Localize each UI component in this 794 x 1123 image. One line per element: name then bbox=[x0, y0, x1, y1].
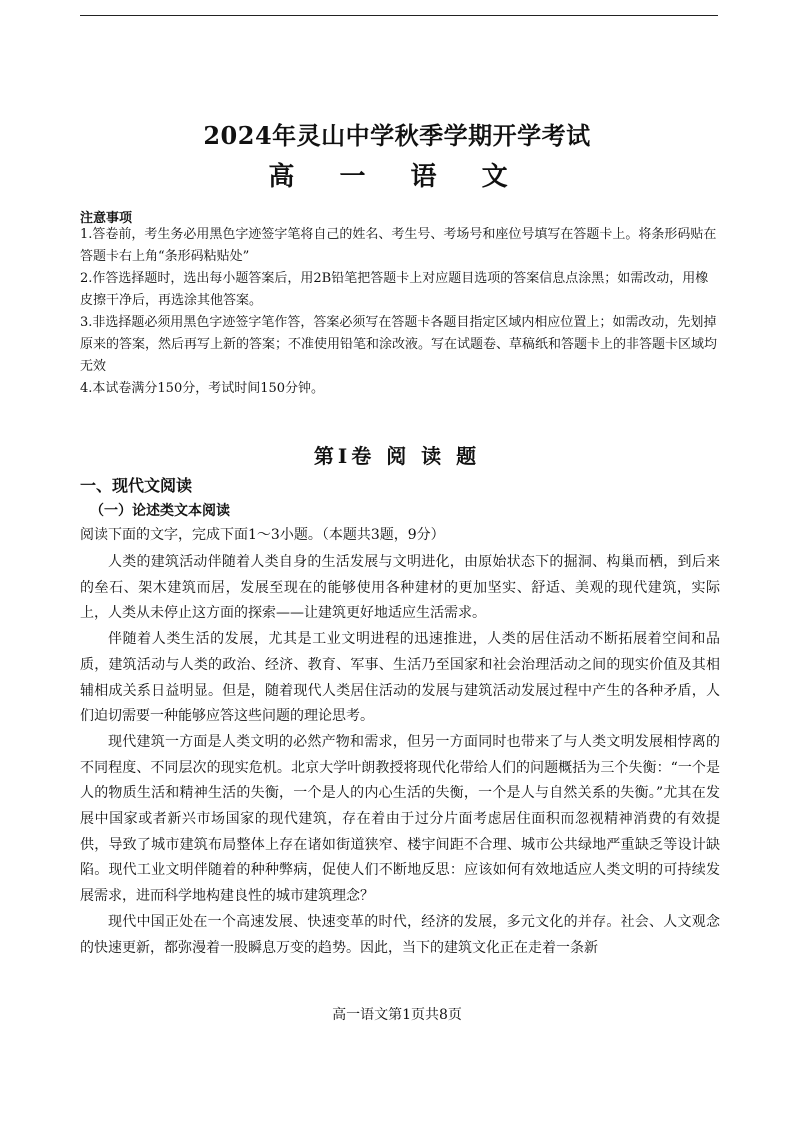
note-item: 2.作答选择题时，选出每小题答案后，用2B铅笔把答题卡上对应题目选项的答案信息点涂黑；如需改动，用橡皮擦干净后，再选涂其他答案。 bbox=[80, 271, 709, 308]
subject-title: 高 一 语 文 bbox=[268, 162, 526, 192]
note-item: 3.非选择题必须用黑色字迹签字笔作答，答案必须写在答题卡各题目指定区域内相应位置上；如需改动，先划掉原来的答案，然后再写上新的答案；不准使用铅笔和涂改液。写在试题卷、草稿纸和答题卡上的非答题卡区域均无效 bbox=[80, 315, 718, 374]
passage-paragraph: 现代中国正处在一个高速发展、快速变革的时代，经济的发展，多元文化的并存。社会、人文观念的快速更新，都弥漫着一股瞬息万变的趋势。因此，当下的建筑文化正在走着一条新 bbox=[80, 913, 720, 956]
exam-title: 2024年灵山中学秋季学期开学考试 bbox=[203, 121, 591, 150]
reading-passage bbox=[80, 550, 720, 961]
reading-instruction: 阅读下面的文字，完成下面1～3小题。（本题共3题，9分） bbox=[80, 527, 445, 543]
header-rule bbox=[80, 15, 718, 16]
part-title: 第I卷 阅 读 题 bbox=[313, 444, 481, 468]
passage-paragraph: 现代建筑一方面是人类文明的必然产物和需求，但另一方面同时也带来了与人类文明发展相悖离的不同程度、不同层次的现实危机。北京大学叶朗教授将现代化带给人们的问题概括为三个失衡：“一个是人的物质生活和精神生活的失衡，一个是人的内心生活的失衡，一个是人与自然关系的失衡。”尤其在发展中国家或者新兴市场国家的现代建筑，存在着由于过分片面考虑居住面积而忽视精神消费的有效提供，导致了城市建筑布局整体上存在诸如街道狭窄、楼宇间距不合理、城市公共绿地严重缺乏等设计缺陷。现代工业文明伴随着的种种弊病，促使人们不断地反思：应该如何有效地适应人类文明的可持续发展需求，进而科学地构建良性的城市建筑理念？ bbox=[80, 733, 720, 905]
subsection-title: （一）论述类文本阅读 bbox=[90, 503, 230, 519]
note-item: 4.本试卷满分150分，考试时间150分钟。 bbox=[80, 381, 325, 396]
section-title: 一、现代文阅读 bbox=[80, 476, 193, 495]
passage-paragraph: 人类的建筑活动伴随着人类自身的生活发展与文明进化，由原始状态下的掘洞、构巢而栖，到后来的垒石、架木建筑而居，发展至现在的能够使用各种建材的更加坚实、舒适、美观的现代建筑，实际上，人类从未停止这方面的探索——让建筑更好地适应生活需求。 bbox=[80, 554, 720, 622]
page-footer: 高一语文第1页共8页 bbox=[332, 1007, 462, 1023]
notes-heading: 注意事项 bbox=[80, 211, 133, 226]
notes-list bbox=[80, 224, 720, 400]
note-item: 1.答卷前，考生务必用黑色字迹签字笔将自己的姓名、考生号、考场号和座位号填写在答题卡上。将条形码贴在答题卡右上角“条形码粘贴处” bbox=[80, 227, 717, 264]
passage-paragraph: 伴随着人类生活的发展，尤其是工业文明进程的迅速推进，人类的居住活动不断拓展着空间和品质，建筑活动与人类的政治、经济、教育、军事、生活乃至国家和社会治理活动之间的现实价值及其相辅相成关系日益明显。但是，随着现代人类居住活动的发展与建筑活动发展过程中产生的各种矛盾，人们迫切需要一种能够应答这些问题的理论思考。 bbox=[80, 631, 720, 725]
